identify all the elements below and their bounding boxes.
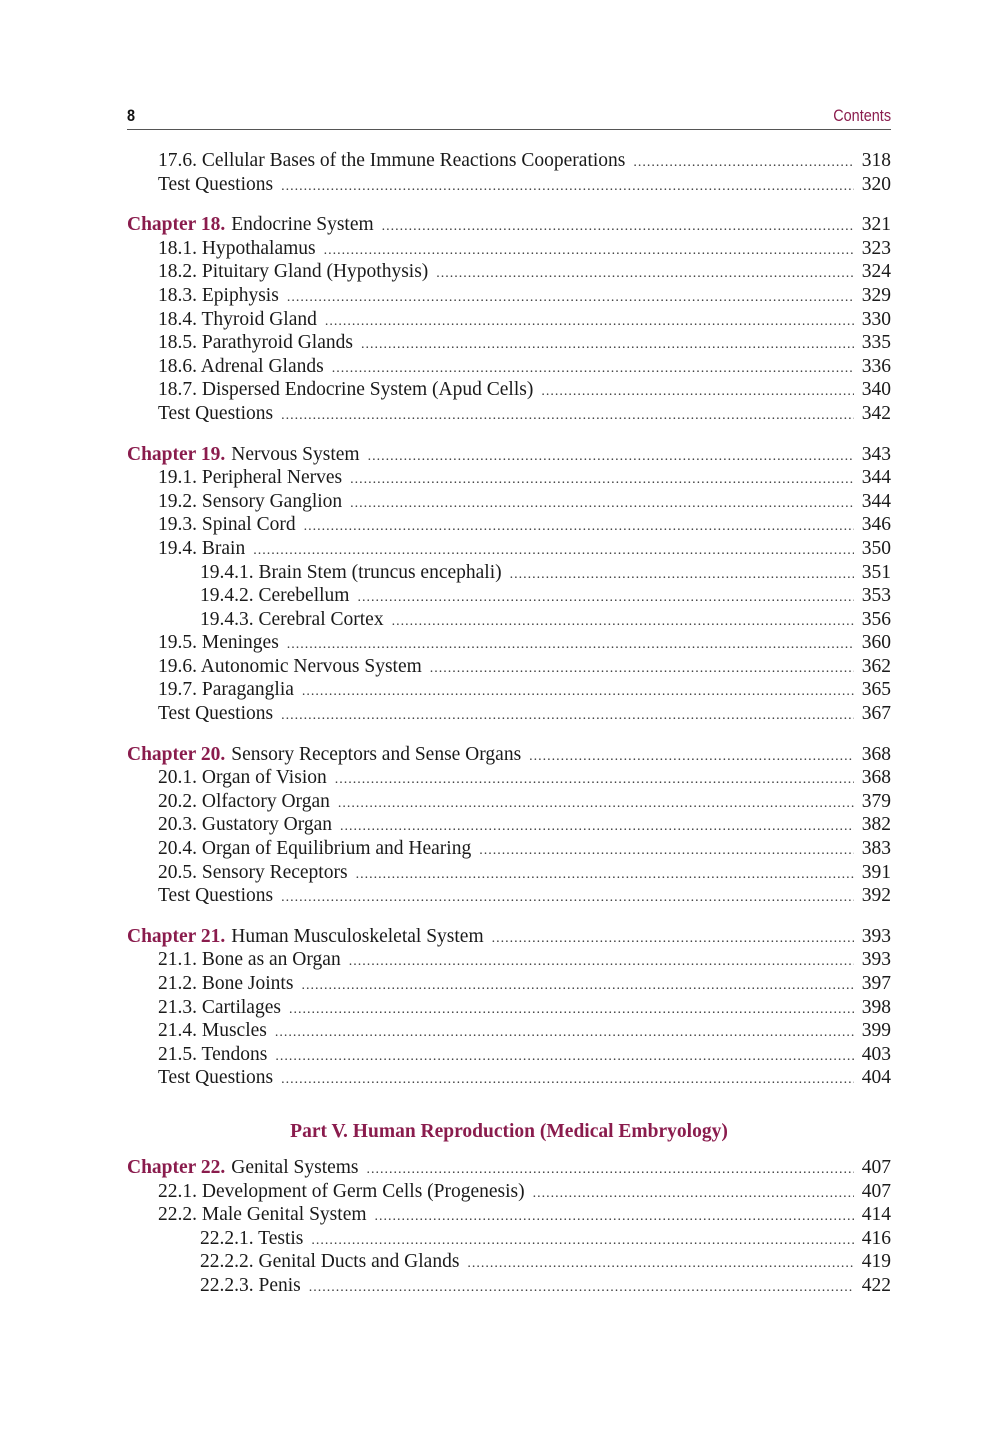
section-spacer	[127, 196, 891, 213]
page-ref: 419	[861, 1251, 891, 1273]
page-ref: 365	[861, 679, 891, 701]
chapter-number: Chapter 20.	[127, 743, 226, 765]
page-ref: 392	[861, 885, 891, 907]
chapter-title: Genital Systems	[231, 1156, 359, 1178]
dot-leader	[281, 704, 854, 728]
dot-leader	[281, 886, 854, 910]
toc-entry[interactable]	[127, 1250, 891, 1274]
dot-leader	[349, 950, 854, 974]
toc-entry[interactable]	[127, 1274, 891, 1298]
chapter-title: Nervous System	[231, 443, 360, 465]
part-heading: Part V. Human Reproduction (Medical Embryology)	[290, 1120, 728, 1142]
toc-entry[interactable]	[127, 766, 891, 790]
toc-entry[interactable]	[127, 513, 891, 537]
dot-leader	[325, 310, 854, 334]
toc-chapter-entry[interactable]	[127, 1156, 891, 1180]
toc-chapter-entry[interactable]	[127, 213, 891, 237]
entry-title: 19.4.1. Brain Stem (truncus encephali)	[200, 561, 502, 583]
dot-leader	[467, 1252, 853, 1276]
page-ref: 336	[861, 355, 891, 377]
page-ref: 391	[861, 861, 891, 883]
toc-entry[interactable]	[127, 173, 891, 197]
page-ref: 407	[861, 1180, 891, 1202]
chapter-number: Chapter 21.	[127, 925, 226, 947]
toc-entry[interactable]	[127, 149, 891, 173]
toc-entry[interactable]	[127, 237, 891, 261]
toc-entry[interactable]	[127, 996, 891, 1020]
page-ref: 399	[861, 1020, 891, 1042]
dot-leader	[367, 1158, 854, 1182]
toc-entry[interactable]	[127, 308, 891, 332]
page-ref: 344	[861, 490, 891, 512]
page-ref: 321	[861, 214, 891, 236]
page-ref: 368	[861, 767, 891, 789]
entry-title: Test Questions	[158, 402, 274, 424]
toc-entry[interactable]	[127, 378, 891, 402]
entry-title: 20.4. Organ of Equilibrium and Hearing	[158, 838, 472, 860]
entry-title: 18.7. Dispersed Endocrine System (Apud Cells)	[158, 379, 534, 401]
entry-title: 19.4.2. Cerebellum	[200, 585, 350, 607]
page-ref: 324	[861, 261, 891, 283]
toc-entry[interactable]	[127, 490, 891, 514]
page-number: 8	[127, 106, 136, 125]
entry-title: 17.6. Cellular Bases of the Immune Reactions Cooperations	[158, 150, 626, 171]
dot-leader	[309, 1276, 854, 1300]
toc-entry[interactable]	[127, 402, 891, 426]
chapter-number: Chapter 19.	[127, 443, 226, 465]
entry-title: 18.5. Parathyroid Glands	[158, 332, 353, 354]
entry-title: 19.6. Autonomic Nervous System	[158, 655, 422, 677]
toc-entry[interactable]	[127, 260, 891, 284]
page-ref: 393	[861, 949, 891, 971]
toc-chapter-entry[interactable]	[127, 443, 891, 467]
toc-entry[interactable]	[127, 284, 891, 308]
dot-leader	[304, 515, 854, 539]
entry-title: 21.3. Cartilages	[158, 996, 281, 1018]
dot-leader	[338, 792, 854, 816]
dot-leader	[436, 262, 853, 286]
page-ref: 356	[861, 608, 891, 630]
dot-leader	[350, 468, 854, 492]
toc-entry[interactable]	[127, 837, 891, 861]
page-ref: 407	[861, 1156, 891, 1178]
page-ref: 343	[861, 443, 891, 465]
dot-leader	[287, 286, 854, 310]
page-ref: 398	[861, 996, 891, 1018]
section-spacer	[127, 908, 891, 925]
toc-entry[interactable]	[127, 813, 891, 837]
dot-leader	[368, 445, 854, 469]
entry-title: 19.4.3. Cerebral Cortex	[200, 608, 384, 630]
page-ref: 383	[861, 838, 891, 860]
entry-title: 20.1. Organ of Vision	[158, 767, 327, 789]
page-ref: 379	[861, 790, 891, 812]
dot-leader	[350, 492, 854, 516]
toc-chapter-entry[interactable]	[127, 925, 891, 949]
entry-title: 18.1. Hypothalamus	[158, 237, 316, 259]
page-header	[127, 103, 891, 130]
toc-entry[interactable]	[127, 331, 891, 355]
entry-title: Test Questions	[158, 703, 274, 725]
entry-title: 20.5. Sensory Receptors	[158, 861, 348, 883]
page-ref: 382	[861, 814, 891, 836]
dot-leader	[289, 998, 854, 1022]
entry-title: Test Questions	[158, 885, 274, 907]
dot-leader	[492, 927, 854, 951]
entry-title: Test Questions	[158, 173, 274, 195]
toc-entry[interactable]	[127, 1203, 891, 1227]
dot-leader	[392, 610, 854, 634]
table-of-contents	[127, 149, 891, 1298]
page-ref: 403	[861, 1043, 891, 1065]
dot-leader	[275, 1021, 854, 1045]
toc-page	[127, 103, 891, 1298]
toc-entry[interactable]	[127, 608, 891, 632]
page-ref: 362	[861, 655, 891, 677]
dot-leader	[382, 215, 854, 239]
dot-leader	[357, 586, 853, 610]
toc-entry[interactable]	[127, 972, 891, 996]
dot-leader	[529, 745, 854, 769]
dot-leader	[302, 680, 854, 704]
entry-title: 18.6. Adrenal Glands	[158, 355, 324, 377]
dot-leader	[340, 815, 854, 839]
page-ref: 367	[861, 703, 891, 725]
dot-leader	[541, 380, 853, 404]
running-title: Contents	[833, 106, 891, 125]
entry-title: 22.1. Development of Germ Cells (Progenesis)	[158, 1180, 525, 1202]
dot-leader	[281, 1068, 854, 1092]
page-ref: 323	[861, 237, 891, 259]
dot-leader	[281, 175, 854, 199]
chapter-number: Chapter 22.	[127, 1156, 226, 1178]
entry-title: 21.4. Muscles	[158, 1020, 267, 1042]
page-ref: 346	[861, 514, 891, 536]
entry-title: 21.5. Tendons	[158, 1043, 268, 1065]
page-ref: 397	[861, 973, 891, 994]
page-ref: 422	[861, 1274, 891, 1296]
page-ref: 330	[861, 308, 891, 330]
entry-title: 20.2. Olfactory Organ	[158, 790, 330, 812]
page-ref: 414	[861, 1204, 891, 1226]
dot-leader	[275, 1045, 853, 1069]
dot-leader	[332, 357, 854, 381]
page-ref: 393	[861, 925, 891, 947]
toc-chapter-entry[interactable]	[127, 743, 891, 767]
toc-entry[interactable]	[127, 1043, 891, 1067]
page-ref: 416	[861, 1227, 891, 1249]
page-ref: 351	[861, 561, 891, 583]
entry-title: 22.2. Male Genital System	[158, 1204, 367, 1226]
section-spacer	[127, 726, 891, 743]
entry-title: 19.5. Meninges	[158, 632, 279, 654]
toc-entry[interactable]	[127, 561, 891, 585]
toc-entry[interactable]	[127, 884, 891, 908]
entry-title: 19.3. Spinal Cord	[158, 514, 296, 536]
dot-leader	[253, 539, 854, 563]
toc-entry[interactable]	[127, 631, 891, 655]
page-ref: 344	[861, 467, 891, 489]
entry-title: 19.4. Brain	[158, 537, 246, 559]
toc-entry[interactable]	[127, 1227, 891, 1251]
page-ref: 318	[861, 150, 891, 171]
dot-leader	[375, 1205, 854, 1229]
dot-leader	[479, 839, 854, 863]
toc-entry[interactable]	[127, 702, 891, 726]
page-ref: 329	[861, 284, 891, 306]
toc-entry[interactable]	[127, 678, 891, 702]
page-ref: 340	[861, 379, 891, 401]
toc-entry[interactable]	[127, 948, 891, 972]
entry-title: 21.2. Bone Joints	[158, 973, 294, 994]
entry-title: 22.2.2. Genital Ducts and Glands	[200, 1251, 460, 1273]
toc-entry[interactable]	[127, 466, 891, 490]
dot-leader	[510, 563, 854, 587]
page-ref: 335	[861, 332, 891, 354]
entry-title: 22.2.3. Penis	[200, 1274, 301, 1296]
page-ref: 353	[861, 585, 891, 607]
dot-leader	[430, 657, 854, 681]
dot-leader	[301, 974, 853, 998]
dot-leader	[533, 1182, 854, 1206]
dot-leader	[356, 863, 854, 887]
page-ref: 404	[861, 1067, 891, 1089]
toc-entry[interactable]	[127, 537, 891, 561]
page-ref: 320	[861, 173, 891, 195]
toc-entry[interactable]	[127, 1180, 891, 1204]
chapter-title: Endocrine System	[231, 214, 374, 236]
entry-title: 19.7. Paraganglia	[158, 679, 294, 701]
chapter-title: Sensory Receptors and Sense Organs	[231, 743, 522, 765]
page-ref: 368	[861, 743, 891, 765]
dot-leader	[311, 1229, 853, 1253]
toc-entry[interactable]	[127, 584, 891, 608]
entry-title: 18.4. Thyroid Gland	[158, 308, 317, 330]
entry-title: 18.2. Pituitary Gland (Hypothysis)	[158, 261, 429, 283]
dot-leader	[361, 333, 854, 357]
dot-leader	[281, 404, 854, 428]
page-ref: 360	[861, 632, 891, 654]
entry-title: 18.3. Epiphysis	[158, 284, 279, 306]
entry-title: 19.2. Sensory Ganglion	[158, 490, 343, 512]
toc-entry[interactable]	[127, 655, 891, 679]
dot-leader	[633, 151, 853, 175]
dot-leader	[324, 239, 854, 263]
entry-title: 20.3. Gustatory Organ	[158, 814, 333, 836]
toc-entry[interactable]	[127, 790, 891, 814]
entry-title: Test Questions	[158, 1067, 274, 1089]
chapter-number: Chapter 18.	[127, 214, 226, 236]
page-ref: 350	[861, 537, 891, 559]
toc-entry[interactable]	[127, 355, 891, 379]
chapter-title: Human Musculoskeletal System	[231, 925, 484, 947]
toc-entry[interactable]	[127, 1066, 891, 1090]
toc-entry[interactable]	[127, 861, 891, 885]
dot-leader	[335, 768, 854, 792]
entry-title: 21.1. Bone as an Organ	[158, 949, 341, 971]
section-spacer	[127, 426, 891, 443]
dot-leader	[287, 633, 854, 657]
toc-entry[interactable]	[127, 1019, 891, 1043]
entry-title: 22.2.1. Testis	[200, 1227, 304, 1249]
entry-title: 19.1. Peripheral Nerves	[158, 467, 343, 489]
page-ref: 342	[861, 402, 891, 424]
